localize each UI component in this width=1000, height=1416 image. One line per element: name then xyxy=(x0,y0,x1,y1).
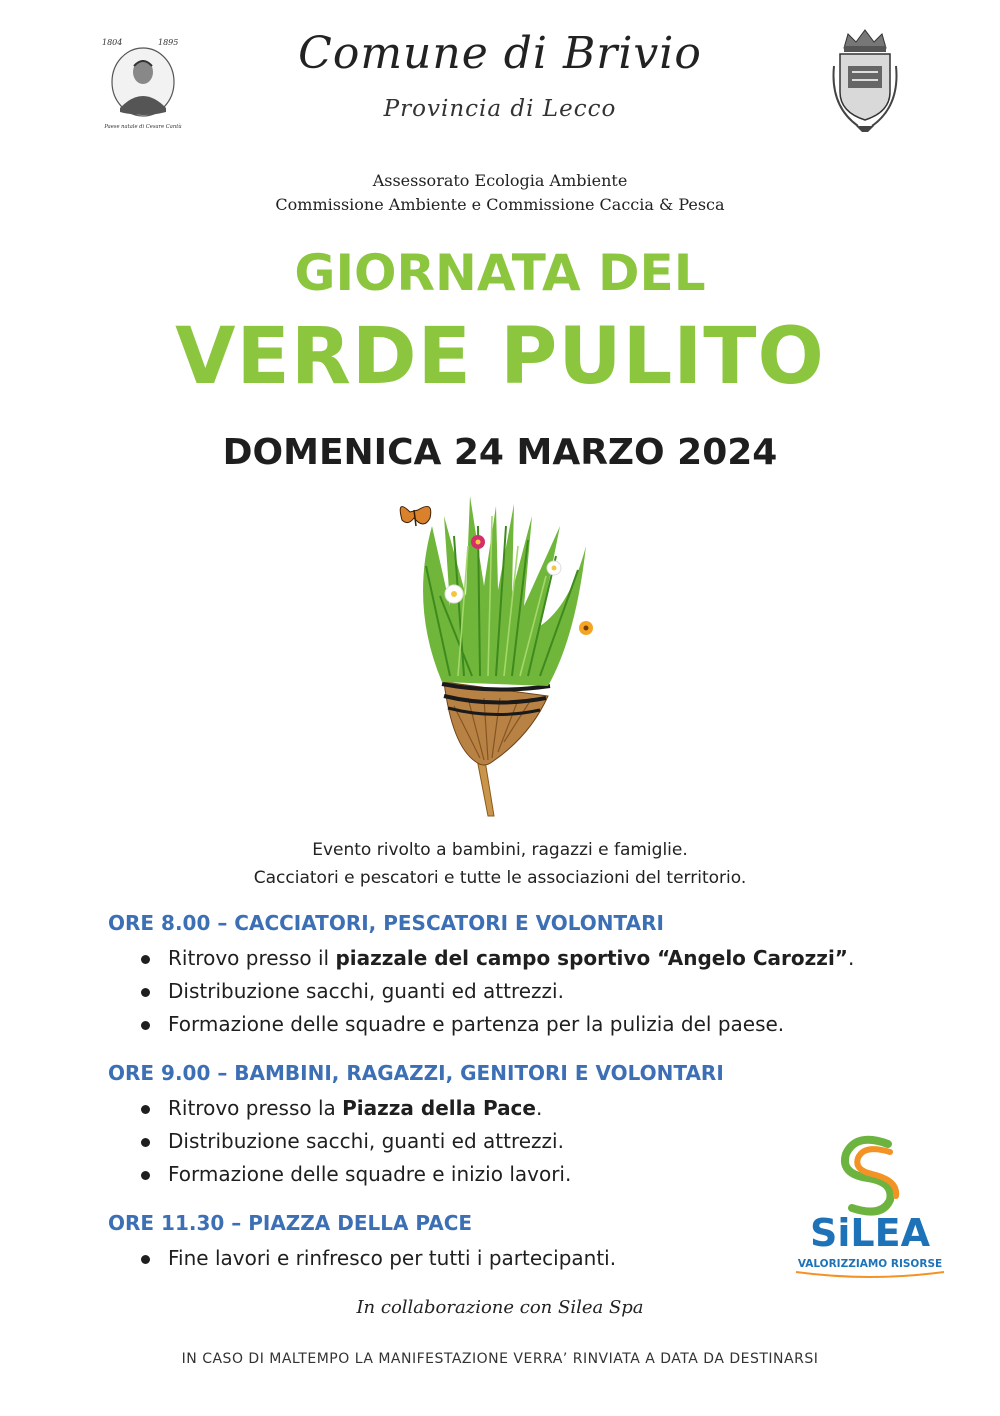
medallion-year-end: 1895 xyxy=(158,38,179,47)
office-line-1: Assessorato Ecologia Ambiente xyxy=(372,171,628,190)
event-date: DOMENICA 24 MARZO 2024 xyxy=(222,432,778,473)
silea-logo-text: SiLEA xyxy=(810,1211,930,1255)
grass-broom-illustration xyxy=(380,486,620,822)
schedule-heading-0800: ORE 8.00 – CACCIATORI, PESCATORI E VOLONTARI xyxy=(108,911,664,935)
event-title-line-2: VERDE PULITO xyxy=(175,312,825,402)
item-bold-text: piazzale del campo sportivo “Angelo Carozzi” xyxy=(335,946,848,970)
municipality-title: Comune di Brivio xyxy=(298,28,702,79)
schedule-heading-0900: ORE 9.00 – BAMBINI, RAGAZZI, GENITORI E VOLONTARI xyxy=(108,1061,724,1085)
list-item xyxy=(0,1125,571,1158)
list-item xyxy=(0,1008,854,1041)
office-line-2: Commissione Ambiente e Commissione Caccia & Pesca xyxy=(275,195,725,214)
weather-disclaimer: IN CASO DI MALTEMPO LA MANIFESTAZIONE VERRA’ RINVIATA A DATA DA DESTINARSI xyxy=(181,1351,819,1367)
item-text: Ritrovo presso la xyxy=(168,1096,343,1120)
silea-logo-icon xyxy=(790,1130,950,1280)
coat-of-arms-icon xyxy=(828,26,902,134)
schedule-heading-1130: ORE 11.30 – PIAZZA DELLA PACE xyxy=(108,1211,473,1235)
item-text: Formazione delle squadre e partenza per la pulizia del paese. xyxy=(168,1012,785,1036)
item-bold-text: Piazza della Pace xyxy=(342,1096,536,1120)
item-text: Ritrovo presso il xyxy=(168,946,336,970)
list-item xyxy=(0,975,854,1008)
item-text-end: . xyxy=(847,946,855,970)
silea-tagline: VALORIZZIAMO RISORSE xyxy=(797,1258,943,1270)
schedule-list-0800 xyxy=(0,942,854,1041)
intro-line-2: Cacciatori e pescatori e tutte le associazioni del territorio. xyxy=(253,868,747,888)
list-item xyxy=(0,1242,616,1275)
event-title-line-1: GIORNATA DEL xyxy=(294,244,706,302)
intro-line-1: Evento rivolto a bambini, ragazzi e famiglie. xyxy=(312,840,688,860)
medallion-caption: Paese natale di Cesare Cantù xyxy=(104,124,182,130)
collaboration-note: In collaborazione con Silea Spa xyxy=(356,1297,644,1318)
item-text: Distribuzione sacchi, guanti ed attrezzi. xyxy=(168,979,564,1003)
list-item xyxy=(0,942,854,975)
schedule-list-1130 xyxy=(0,1242,616,1275)
item-text: Distribuzione sacchi, guanti ed attrezzi. xyxy=(168,1129,564,1153)
list-item xyxy=(0,1158,571,1191)
item-text: Formazione delle squadre e inizio lavori. xyxy=(168,1162,572,1186)
list-item xyxy=(0,1092,571,1125)
item-text: Fine lavori e rinfresco per tutti i partecipanti. xyxy=(168,1246,617,1270)
province-subtitle: Provincia di Lecco xyxy=(383,96,617,122)
medallion-year-start: 1804 xyxy=(102,38,123,47)
item-text-end: . xyxy=(535,1096,543,1120)
schedule-list-0900 xyxy=(0,1092,571,1191)
